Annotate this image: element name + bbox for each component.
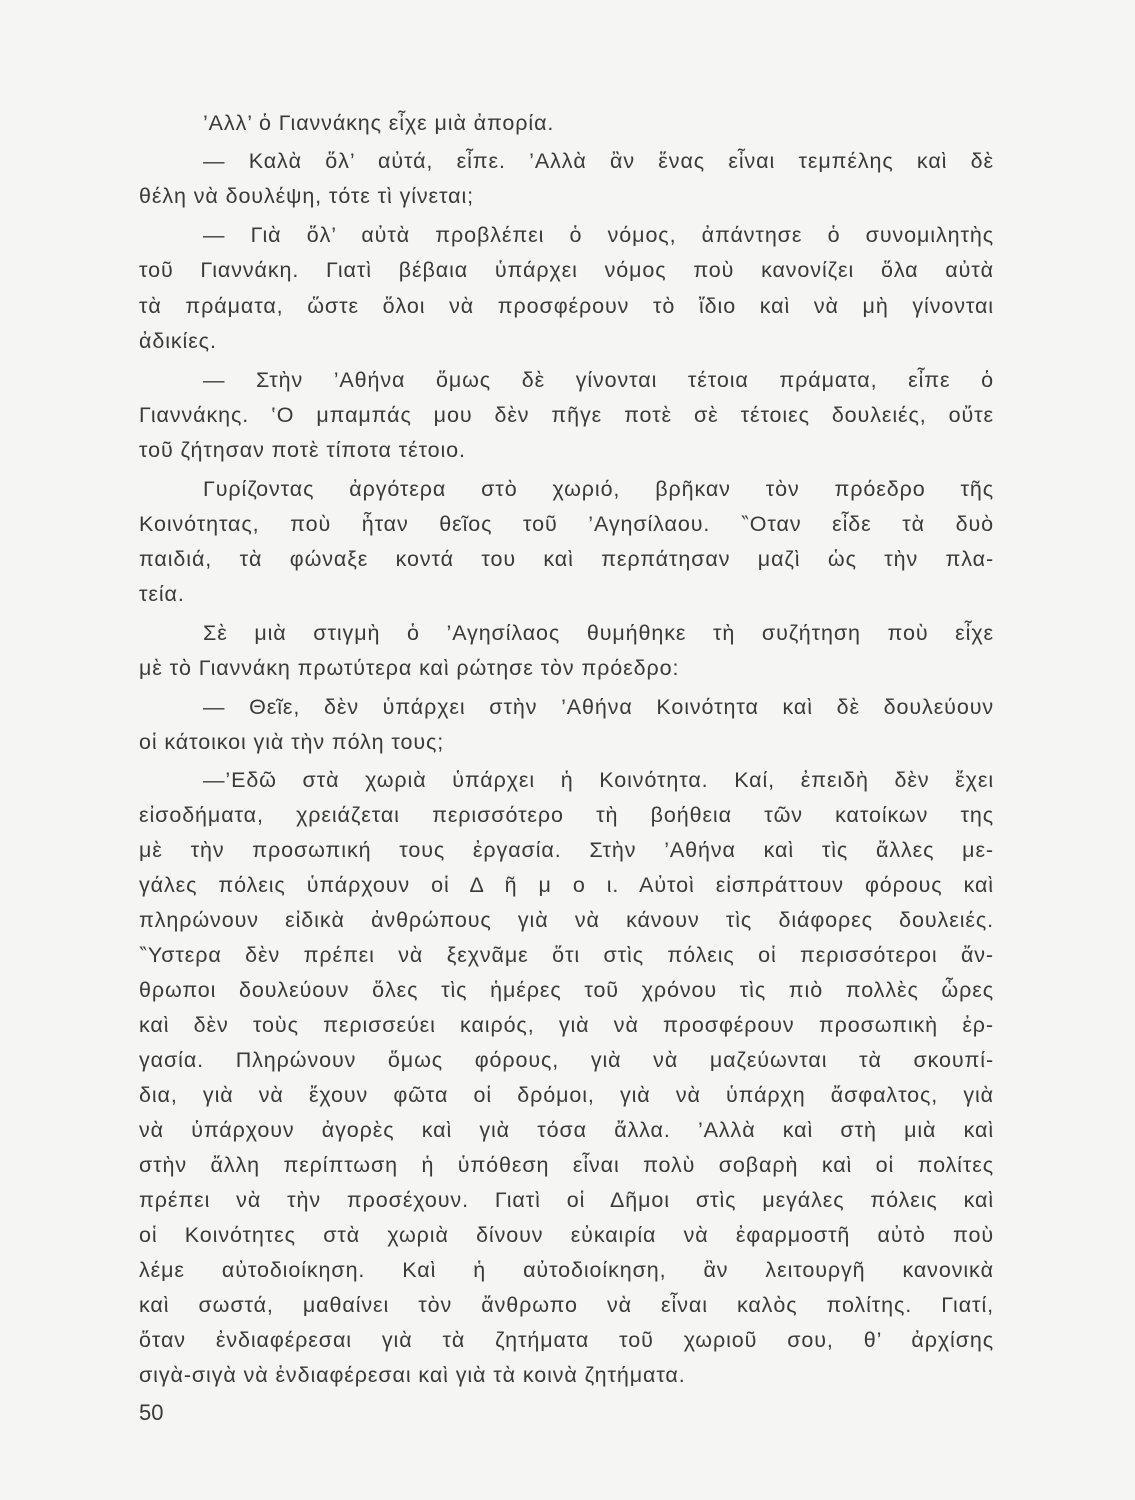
text-line: Σὲ μιὰ στιγμὴ ὁ ’Αγησίλαος θυμήθηκε τὴ συζήτηση ποὺ εἶχε [203, 621, 994, 645]
text-line: στὴν ἄλλη περίπτωση ἡ ὑπόθεση εἶναι πολὺ σοβαρὴ καὶ οἱ πολίτες [139, 1153, 994, 1177]
text-line: παιδιά, τὰ φώναξε κοντά του καὶ περπάτησαν μαζὶ ὡς τὴν πλα- [139, 547, 994, 571]
text-line: ’Αλλ’ ὁ Γιαννάκης εἶχε μιὰ ἀπορία. [203, 111, 555, 135]
text-line: τὰ πράματα, ὥστε ὅλοι νὰ προσφέρουν τὸ ἴδιο καὶ νὰ μὴ γίνονται [139, 294, 994, 318]
text-line: τεία. [139, 582, 185, 606]
text-line: καὶ σωστά, μαθαίνει τὸν ἄνθρωπο νὰ εἶναι καλὸς πολίτης. Γιατί, [139, 1293, 994, 1317]
text-line: εἰσοδήματα, χρειάζεται περισσότερο τὴ βοήθεια τῶν κατοίκων της [139, 803, 994, 827]
text-line: — Στὴν ’Αθήνα ὅμως δὲ γίνονται τέτοια πράματα, εἶπε ὁ [203, 368, 994, 392]
text-line: νὰ ὑπάρχουν ἀγορὲς καὶ γιὰ τόσα ἄλλα. ’Αλλὰ καὶ στὴ μιὰ καὶ [139, 1118, 994, 1142]
text-line: θρωποι δουλεύουν ὅλες τὶς ἡμέρες τοῦ χρόνου τὶς πιὸ πολλὲς ὧρες [139, 978, 994, 1002]
text-line: Γυρίζοντας ἀργότερα στὸ χωριό, βρῆκαν τὸν πρόεδρο τῆς [203, 477, 994, 501]
text-line: γασία. Πληρώνουν ὅμως φόρους, γιὰ νὰ μαζεύωνται τὰ σκουπί- [139, 1048, 994, 1072]
text-line: οἱ κάτοικοι γιὰ τὴν πόλη τους; [139, 730, 445, 754]
text-line: — Καλὰ ὅλ’ αὐτά, εἶπε. ’Αλλὰ ἂν ἕνας εἶναι τεμπέλης καὶ δὲ [203, 149, 994, 173]
text-line: — Θεῖε, δὲν ὑπάρχει στὴν ’Αθήνα Κοινότητα καὶ δὲ δουλεύουν [203, 695, 994, 719]
text-line: Κοινότητας, ποὺ ἦταν θεῖος τοῦ ’Αγησίλαου. ‶Οταν εἶδε τὰ δυὸ [139, 512, 994, 536]
text-line: τοῦ Γιαννάκη. Γιατὶ βέβαια ὑπάρχει νόμος ποὺ κανονίζει ὅλα αὐτὰ [139, 258, 994, 282]
text-line: δια, γιὰ νὰ ἔχουν φῶτα οἱ δρόμοι, γιὰ νὰ ὑπάρχη ἄσφαλτος, γιὰ [139, 1083, 994, 1107]
text-line: ὅταν ἐνδιαφέρεσαι γιὰ τὰ ζητήματα τοῦ χωριοῦ σου, θ’ ἀρχίσης [139, 1328, 994, 1352]
page-number: 50 [139, 1400, 164, 1425]
text-line: ἀδικίες. [139, 329, 217, 353]
text-line: ‶Υστερα δὲν πρέπει νὰ ξεχνᾶμε ὅτι στὶς πόλεις οἱ περισσότεροι ἄν- [139, 943, 994, 967]
text-line: πληρώνουν εἰδικὰ ἀνθρώπους γιὰ νὰ κάνουν τὶς διάφορες δουλειές. [139, 908, 994, 932]
text-line: καὶ δὲν τοὺς περισσεύει καιρός, γιὰ νὰ προσφέρουν προσωπικὴ ἐρ- [139, 1013, 994, 1037]
text-line: οἱ Κοινότητες στὰ χωριὰ δίνουν εὐκαιρία νὰ ἐφαρμοστῆ αὐτὸ ποὺ [139, 1223, 994, 1247]
text-line: μὲ τὴν προσωπική τους ἐργασία. Στὴν ’Αθήνα καὶ τὶς ἄλλες με- [139, 838, 994, 862]
text-line: — Γιὰ ὅλ’ αὐτὰ προβλέπει ὁ νόμος, ἀπάντησε ὁ συνομιλητὴς [203, 223, 994, 247]
text-line: μὲ τὸ Γιαννάκη πρωτύτερα καὶ ρώτησε τὸν πρόεδρο: [139, 656, 680, 680]
text-line: τοῦ ζήτησαν ποτὲ τίποτα τέτοιο. [139, 438, 466, 462]
text-line: Γιαννάκης. ‛Ο μπαμπάς μου δὲν πῆγε ποτὲ σὲ τέτοιες δουλειές, οὔτε [139, 403, 994, 427]
text-line: γάλες πόλεις ὑπάρχουν οἱ Δ ῆ μ ο ι. Αὐτοὶ εἰσπράττουν φόρους καὶ [139, 873, 994, 897]
text-line: σιγὰ-σιγὰ νὰ ἐνδιαφέρεσαι καὶ γιὰ τὰ κοινὰ ζητήματα. [139, 1363, 686, 1387]
text-line: πρέπει νὰ τὴν προσέχουν. Γιατὶ οἱ Δῆμοι στὶς μεγάλες πόλεις καὶ [139, 1188, 994, 1212]
text-line: λέμε αὐτοδιοίκηση. Καὶ ἡ αὐτοδιοίκηση, ἂν λειτουργῆ κανονικὰ [139, 1258, 994, 1282]
text-line: —’Εδῶ στὰ χωριὰ ὑπάρχει ἡ Κοινότητα. Καί, ἐπειδὴ δὲν ἔχει [203, 768, 994, 792]
text-line: θέλη νὰ δουλέψη, τότε τὶ γίνεται; [139, 184, 474, 208]
